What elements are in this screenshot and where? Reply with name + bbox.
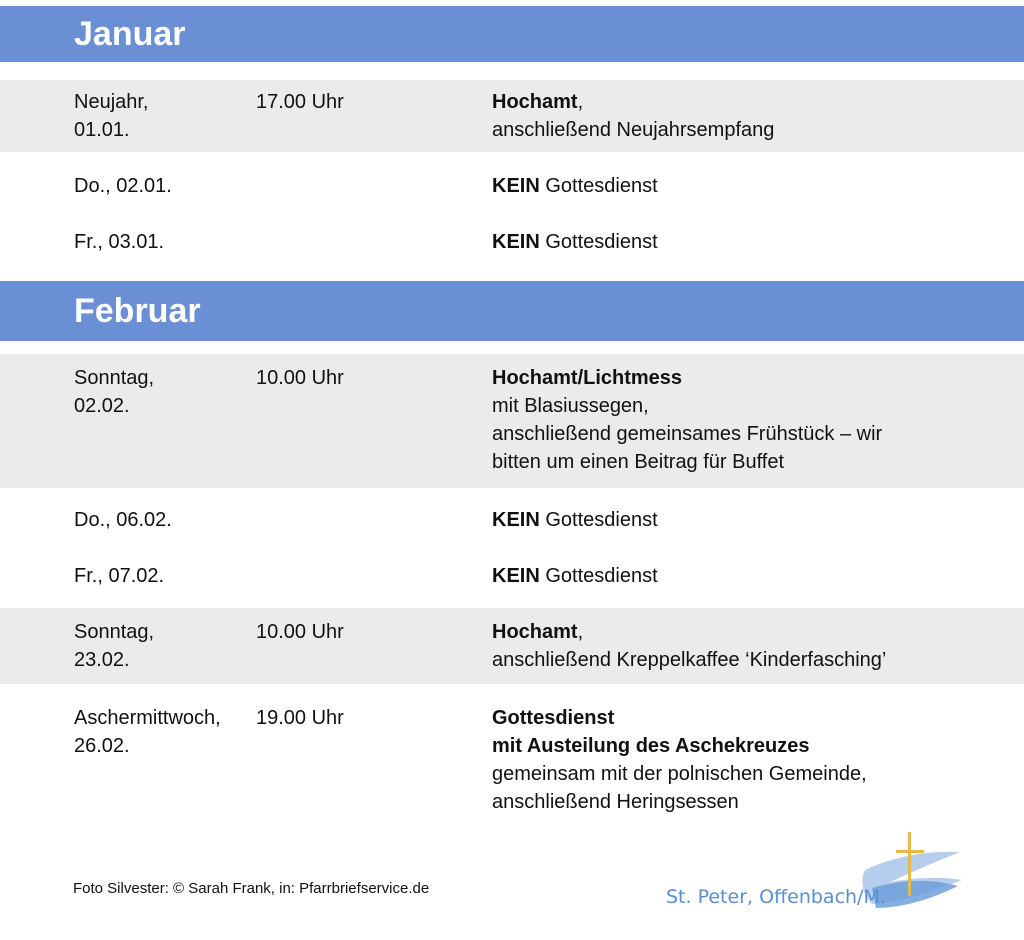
description-cell: [492, 364, 1012, 476]
date-line: 02.02.: [74, 395, 130, 417]
schedule-row: [0, 684, 1024, 824]
date-cell: [74, 364, 249, 420]
desc-bold: KEIN: [492, 231, 540, 253]
desc-line: [492, 732, 1012, 760]
description-cell: [492, 228, 1012, 256]
parish-logo-icon: [650, 828, 980, 928]
desc-text: Gottesdienst: [539, 231, 658, 253]
desc-text: ,: [577, 621, 584, 643]
cross-vertical: [908, 832, 911, 896]
cross-horizontal: [896, 850, 924, 853]
desc-bold: mit Austeilung des Aschekreuzes: [492, 735, 810, 757]
time-cell: 19.00 Uhr: [256, 707, 344, 729]
time-cell: 10.00 Uhr: [256, 621, 344, 643]
desc-line: [492, 420, 1012, 448]
schedule-row: [0, 80, 1024, 152]
date-cell: [74, 88, 249, 144]
desc-text: bitten um einen Beitrag für Buffet: [492, 451, 785, 473]
desc-text: anschließend Kreppelkaffee ‘Kinderfasching’: [492, 649, 887, 671]
schedule-row: [0, 546, 1024, 608]
description-cell: [492, 704, 1012, 816]
date-cell: [74, 618, 249, 674]
month-header-januar: [0, 6, 1024, 62]
desc-bold: KEIN: [492, 509, 540, 531]
date-cell: Do., 06.02.: [74, 509, 172, 531]
desc-bold: KEIN: [492, 565, 540, 587]
desc-text: Gottesdienst: [539, 565, 658, 587]
desc-line: [492, 116, 1012, 144]
desc-bold: KEIN: [492, 175, 540, 197]
desc-text: Gottesdienst: [539, 509, 658, 531]
date-line: Neujahr,: [74, 91, 149, 113]
date-line: Aschermittwoch,: [74, 707, 221, 729]
date-line: Sonntag,: [74, 367, 155, 389]
desc-line: [492, 704, 1012, 732]
time-cell: 10.00 Uhr: [256, 367, 344, 389]
description-cell: [492, 506, 1012, 534]
desc-text: mit Blasiussegen,: [492, 395, 649, 417]
desc-line: [492, 760, 1012, 788]
desc-line: [492, 788, 1012, 816]
desc-line: [492, 448, 1012, 476]
desc-text: ,: [577, 91, 584, 113]
description-cell: [492, 88, 1012, 144]
desc-line: [492, 88, 1012, 116]
date-line: 01.01.: [74, 119, 130, 141]
date-cell: [74, 704, 249, 760]
schedule-row: [0, 152, 1024, 208]
desc-bold: Gottesdienst: [492, 707, 615, 729]
schedule-row: [0, 208, 1024, 264]
desc-text: Gottesdienst: [539, 175, 658, 197]
desc-line: [492, 646, 1012, 674]
desc-bold: Hochamt: [492, 621, 578, 643]
month-title: Januar: [74, 14, 186, 53]
desc-line: [492, 618, 1012, 646]
parish-logo-text: St. Peter, Offenbach/M.: [666, 886, 886, 908]
date-cell: Fr., 07.02.: [74, 565, 165, 587]
desc-line: [492, 392, 1012, 420]
month-title: Februar: [74, 291, 201, 330]
schedule-row: [0, 354, 1024, 488]
date-cell: Do., 02.01.: [74, 175, 172, 197]
desc-text: gemeinsam mit der polnischen Gemeinde,: [492, 763, 867, 785]
description-cell: [492, 618, 1012, 674]
month-header-februar: [0, 281, 1024, 341]
desc-text: anschließend Heringsessen: [492, 791, 739, 813]
date-line: 26.02.: [74, 735, 130, 757]
desc-bold: Hochamt/Lichtmess: [492, 367, 683, 389]
date-cell: Fr., 03.01.: [74, 231, 165, 253]
schedule-row: [0, 608, 1024, 684]
date-line: 23.02.: [74, 649, 130, 671]
desc-text: anschließend Neujahrsempfang: [492, 119, 775, 141]
date-line: Sonntag,: [74, 621, 155, 643]
description-cell: [492, 562, 1012, 590]
description-cell: [492, 172, 1012, 200]
photo-credit: Foto Silvester: © Sarah Frank, in: Pfarrbriefservice.de: [73, 880, 430, 897]
time-cell: 17.00 Uhr: [256, 91, 344, 113]
desc-text: anschließend gemeinsames Frühstück – wir: [492, 423, 883, 445]
desc-bold: Hochamt: [492, 91, 578, 113]
desc-line: [492, 364, 1012, 392]
schedule-row: [0, 488, 1024, 546]
